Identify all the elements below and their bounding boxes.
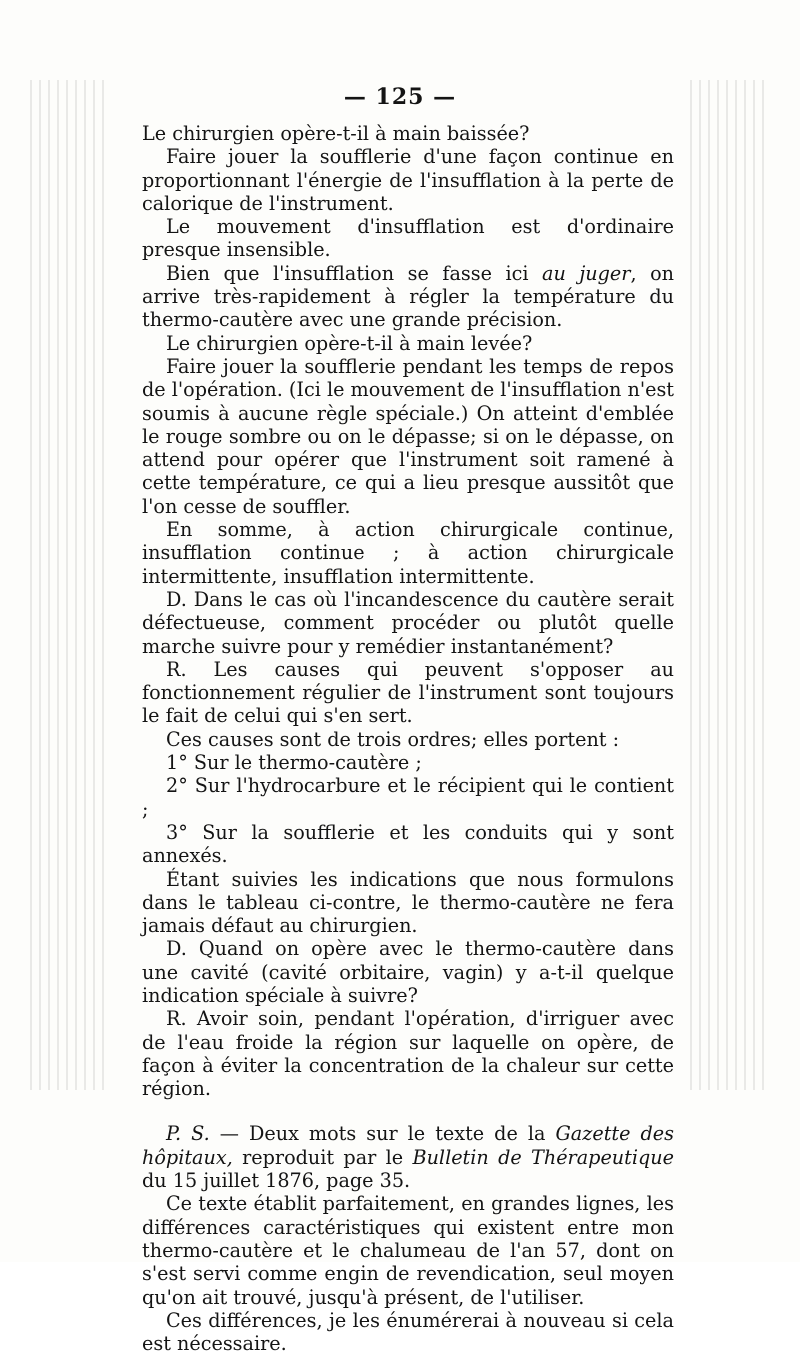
body-text [142,122,674,1355]
list-item: 1° Sur le thermo-cautère ; [166,751,422,775]
italic-phrase: au juger [542,261,631,285]
paragraph [142,262,674,332]
text-run: du 15 juillet 1876, page 35. [142,1169,411,1193]
text-run: , on arrive très-rapidement à régler la température du thermo-cautère avec une grande précision. [142,261,675,332]
paragraph: Le chirurgien opère-t-il à main baissée? [142,122,530,145]
paragraph: En somme, à action chirurgicale continue, insufflation continue ; à action chirurgicale intermittente, insufflation intermittente. [142,518,674,588]
paragraph: Faire jouer la soufflerie pendant les temps de repos de l'opération. (Ici le mouvement de l'insufflation n'est soumis à aucune règle spéciale.) On atteint d'emblée le rouge sombre ou on le dépasse; si on le dépasse, on attend pour opérer que l'instrument soit ramené à cette température, ce qui a lieu presque aussitôt que l'on cesse de souffler. [142,354,675,518]
postscript [142,1122,674,1192]
paragraph: R. Les causes qui peuvent s'opposer au fonctionnement régulier de l'instrument sont toujours le fait de celui qui s'en sert. [142,657,674,728]
paragraph: Le mouvement d'insufflation est d'ordinaire presque insensible. [142,215,674,262]
paragraph: Le chirurgien opère-t-il à main levée? [166,331,533,355]
bulletin-title: Bulletin de Thérapeutique [412,1145,674,1169]
page-number: — 125 — [343,84,457,110]
show-through-left [30,80,110,1090]
paragraph: R. Avoir soin, pendant l'opération, d'irriguer avec de l'eau froide la région sur laquelle on opère, de façon à éviter la concentration de la chaleur sur cette région. [142,1007,674,1101]
paragraph: Étant suivies les indications que nous formulons dans le tableau ci-contre, le thermo-cautère ne fera jamais défaut au chirurgien. [142,867,674,938]
journal-title: Gazette des hôpitaux, [142,1122,674,1169]
list-item: 3° Sur la soufflerie et les conduits qui y sont annexés. [142,820,674,868]
show-through-right [690,80,770,1090]
list-item: 2° Sur l'hydrocarbure et le récipient qui le contient ; [142,774,674,821]
ps-label: P. S. [166,1122,210,1146]
paragraph: Ces causes sont de trois ordres; elles portent : [166,727,620,751]
paragraph: Ces différences, je les énumérerai à nouveau si cela est nécessaire. [142,1308,674,1355]
text-run: Bien que l'insufflation se fasse ici [166,261,529,285]
paragraph: Ce texte établit parfaitement, en grandes lignes, les différences caractéristiques qui existent entre mon thermo-cautère et le chalumeau de l'an 57, dont on s'est servi comme engin de revendication, seul moyen qu'on ait trouvé, jusqu'à présent, de l'utiliser. [142,1192,674,1309]
paragraph: D. Quand on opère avec le thermo-cautère dans une cavité (cavité orbitaire, vagin) y a-t-il quelque indication spéciale à suivre? [142,937,674,1007]
paragraph: Faire jouer la soufflerie d'une façon continue en proportionnant l'énergie de l'insufflation à la perte de calorique de l'instrument. [142,145,674,215]
paragraph: D. Dans le cas où l'incandescence du cautère serait défectueuse, comment procéder ou plutôt quelle marche suivre pour y remédier instantanément? [142,587,674,658]
text-run: — Deux mots sur le texte de la [209,1122,556,1146]
text-run: reproduit par le [232,1145,413,1169]
